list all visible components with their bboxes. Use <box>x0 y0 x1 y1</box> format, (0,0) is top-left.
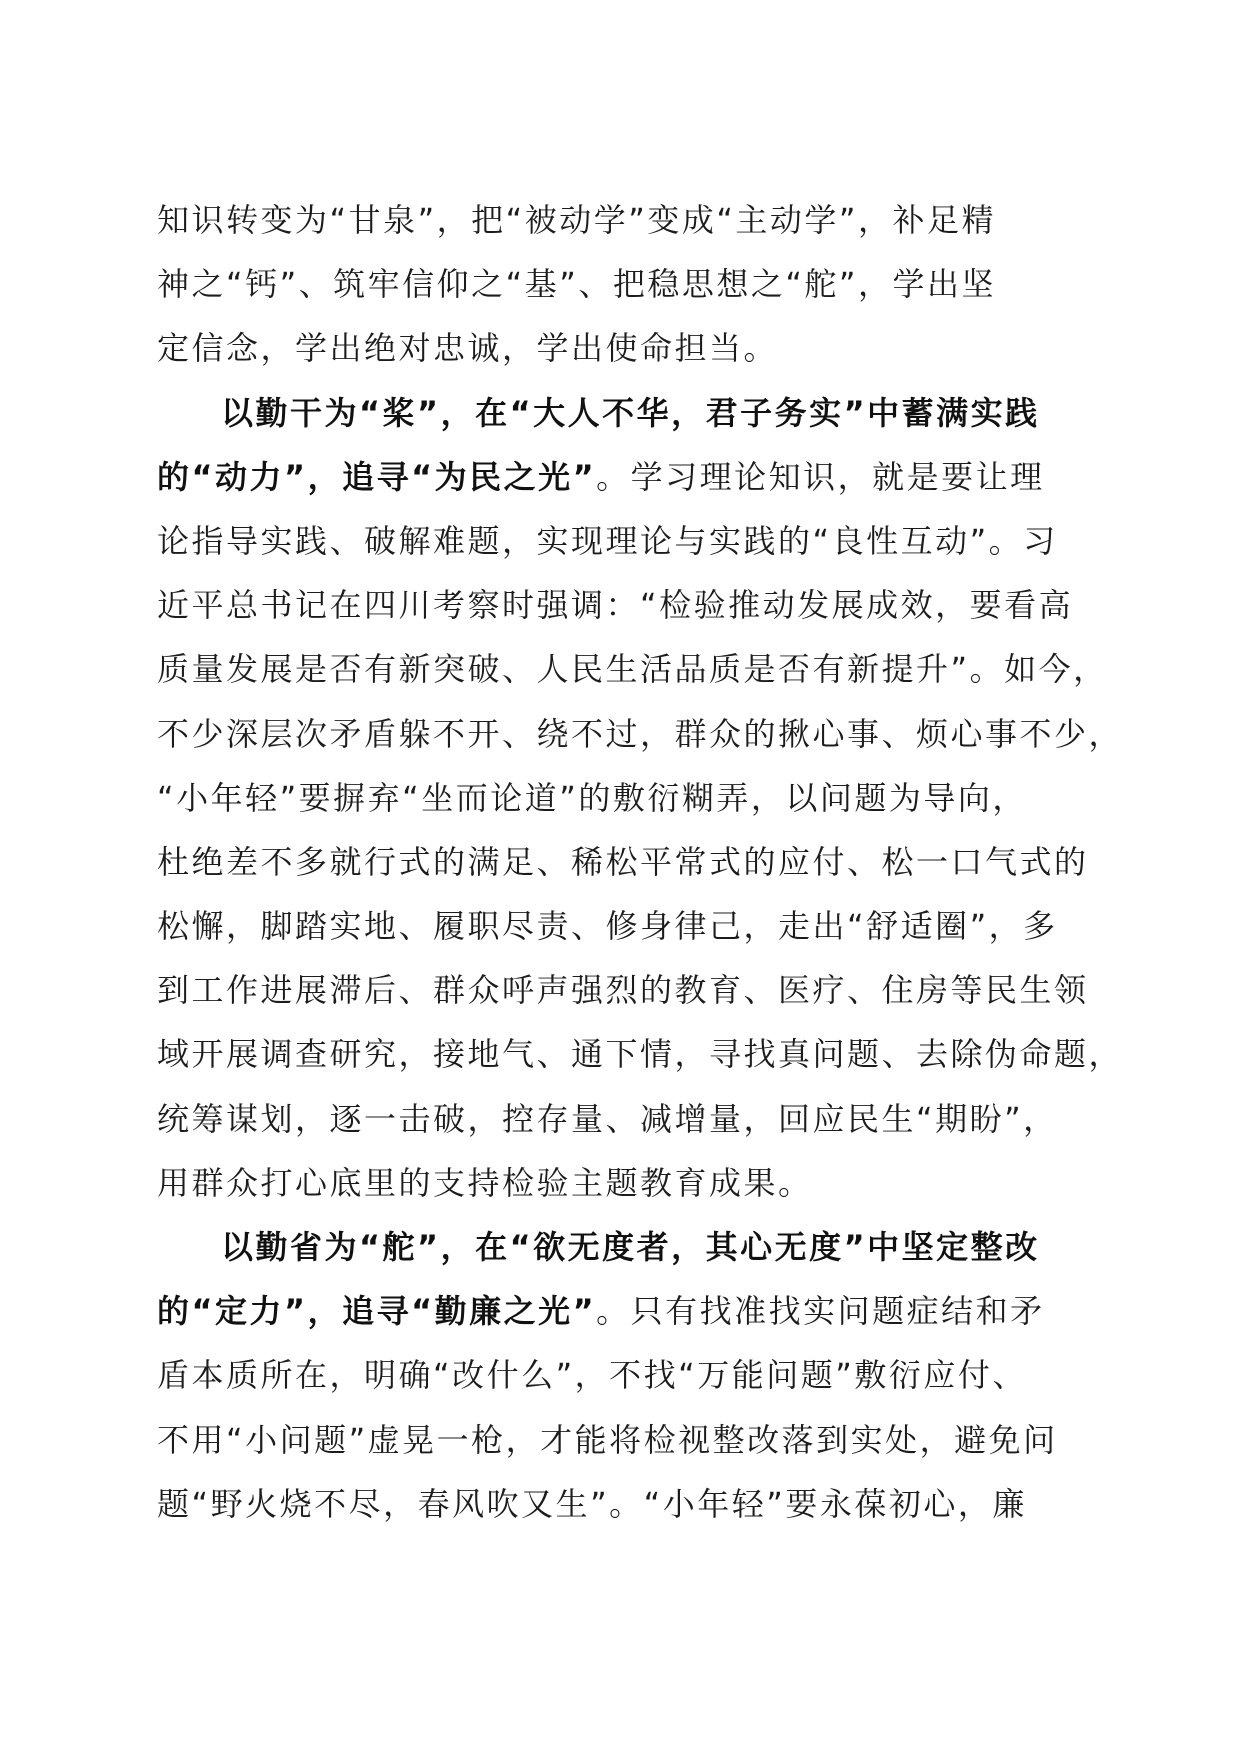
text-line <box>157 1472 1087 1536</box>
section-heading-text: 的“动力”，追寻“为民之光” <box>157 457 597 496</box>
text-line <box>157 766 1087 830</box>
section-heading-text: 以勤干为“桨”，在“大人不华，君子务实”中蓄满实践 <box>221 393 1040 432</box>
body-text-span: 不用“小问题”虚晃一枪，才能将检视整改落到实处，避免问 <box>157 1420 1058 1459</box>
text-line <box>157 316 1087 380</box>
text-line <box>157 1022 1124 1086</box>
body-text-span: “小年轻”要摒弃“坐而论道”的敷衍糊弄，以问题为导向， <box>157 778 1027 817</box>
text-line <box>157 830 1087 894</box>
text-line <box>157 1343 1087 1407</box>
body-text-span: 用群众打心底里的支持检验主题教育成果。 <box>157 1163 813 1202</box>
section-heading-text: 以勤省为“舵”，在“欲无度者，其心无度”中坚定整改 <box>221 1228 1040 1266</box>
body-text-span: 神之“钙”、筑牢信仰之“基”、把稳思想之“舵”，学出坚 <box>157 265 996 304</box>
text-line <box>157 252 1087 316</box>
body-text-span: 质量发展是否有新突破、人民生活品质是否有新提升”。如今， <box>157 650 1108 689</box>
text-line <box>157 1215 1087 1279</box>
text-line <box>157 573 1087 637</box>
body-text-span: 到工作进展滞后、群众呼声强烈的教育、医疗、住房等民生领 <box>157 971 1089 1010</box>
body-text-span: 近平总书记在四川考察时强调：“检验推动发展成效，要看高 <box>157 586 1074 625</box>
body-text-span: 定信念，学出绝对忠诚，学出使命担当。 <box>157 329 779 368</box>
document-page <box>157 188 1124 1536</box>
body-text-span: 不少深层次矛盾躲不开、绕不过，群众的揪心事、烦心事不少， <box>157 714 1124 753</box>
body-text-span: 域开展调查研究，接地气、通下情，寻找真问题、去除伪命题， <box>157 1035 1124 1074</box>
text-line <box>157 958 1087 1022</box>
text-line <box>157 1087 1087 1151</box>
body-text-span: 杜绝差不多就行式的满足、稀松平常式的应付、松一口气式的 <box>157 842 1089 881</box>
text-line <box>157 1151 1087 1215</box>
body-text-span: 。学习理论知识，就是要让理 <box>596 457 1045 496</box>
text-line <box>157 509 1087 573</box>
text-line <box>157 381 1087 445</box>
body-text-span: 题“野火烧不尽，春风吹又生”。“小年轻”要永葆初心，廉 <box>157 1484 1027 1523</box>
body-text <box>157 188 1124 1536</box>
text-line <box>157 702 1124 766</box>
body-text-span: 知识转变为“甘泉”，把“被动学”变成“主动学”，补足精 <box>157 201 996 239</box>
body-text-span: 。只有找准找实问题症结和矛 <box>596 1292 1045 1331</box>
text-line <box>157 445 1087 509</box>
body-text-span: 盾本质所在，明确“改什么”，不找“万能问题”敷衍应付、 <box>157 1356 1027 1395</box>
text-line <box>157 188 1087 252</box>
body-text-span: 论指导实践、破解难题，实现理论与实践的“良性互动”。习 <box>157 521 1058 560</box>
text-line <box>157 894 1087 958</box>
text-line <box>157 637 1108 701</box>
section-heading-text: 的“定力”，追寻“勤廉之光” <box>157 1292 597 1331</box>
text-line <box>157 1408 1087 1472</box>
body-text-span: 松懈，脚踏实地、履职尽责、修身律己，走出“舒适圈”，多 <box>157 907 1058 946</box>
text-line <box>157 1279 1087 1343</box>
body-text-span: 统筹谋划，逐一击破，控存量、减增量，回应民生“期盼”， <box>157 1099 1058 1138</box>
